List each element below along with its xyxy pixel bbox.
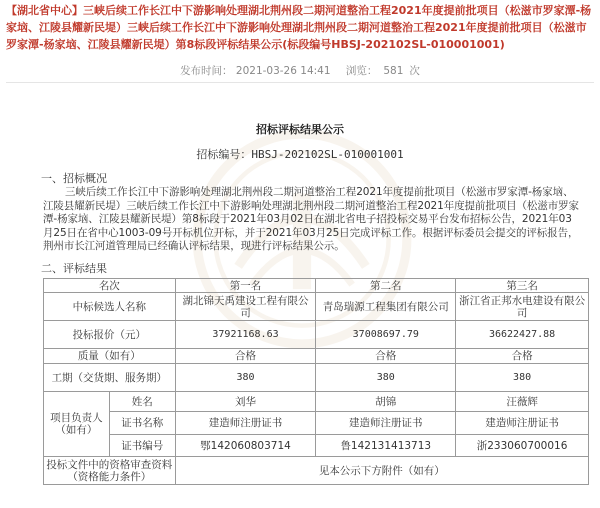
- cell: 青岛瑞源工程集团有限公司: [316, 293, 456, 321]
- publish-meta: [0, 64, 600, 78]
- pm-label: 项目负责人（如有）: [44, 392, 110, 457]
- rank-1: 第一名: [175, 279, 316, 293]
- cell: 鄂142060803714: [175, 435, 316, 457]
- cell: 37008697.79: [316, 321, 456, 349]
- table-row: [44, 457, 589, 485]
- cell: 汪薇辉: [456, 392, 589, 412]
- cell: 合格: [456, 349, 589, 364]
- rank-3: 第三名: [456, 279, 589, 293]
- views: [346, 65, 420, 77]
- cell: 见本公示下方附件（如有）: [175, 457, 588, 485]
- cell: 380: [175, 364, 316, 392]
- doc-number-value: HBSJ-202102SL-010001001: [251, 148, 404, 161]
- cell: 建造师注册证书: [316, 412, 456, 435]
- table-row: [44, 279, 589, 293]
- table-row: [44, 349, 589, 364]
- cell: 湖北锦天禹建设工程有限公司: [175, 293, 316, 321]
- table-row: [44, 412, 589, 435]
- doc-number: [0, 146, 600, 162]
- cell: 380: [456, 364, 589, 392]
- cell: 鲁142131413713: [316, 435, 456, 457]
- row-label: 投标文件中的资格审查资料（资格能力条件）: [44, 457, 176, 485]
- cell: 合格: [316, 349, 456, 364]
- row-label: 证书编号: [109, 435, 175, 457]
- row-label: 姓名: [109, 392, 175, 412]
- divider: [6, 82, 594, 83]
- results-table: [43, 278, 589, 485]
- table-row: [44, 364, 589, 392]
- cell: 建造师注册证书: [175, 412, 316, 435]
- row-label: 证书名称: [109, 412, 175, 435]
- table-row: [44, 435, 589, 457]
- section-results-title: 二、评标结果: [41, 262, 107, 275]
- cell: 刘华: [175, 392, 316, 412]
- cell: 建造师注册证书: [456, 412, 589, 435]
- row-label: 工期（交货期、服务期）: [44, 364, 176, 392]
- row-label: 质量（如有）: [44, 349, 176, 364]
- views-label: 浏览：: [345, 65, 378, 77]
- row-label: 投标报价（元）: [44, 321, 176, 349]
- views-count: 581: [383, 65, 404, 77]
- views-unit: 次: [409, 65, 420, 77]
- row-label: 中标候选人名称: [44, 293, 176, 321]
- table-row: [44, 392, 589, 412]
- publish-time: 发布时间： 2021-03-26 14:41: [180, 65, 331, 77]
- table-row: [44, 293, 589, 321]
- cell: 合格: [175, 349, 316, 364]
- table-row: [44, 321, 589, 349]
- page-title: 【湖北省中心】三峡后续工作长江中下游影响处理湖北荆州段二期河道整治工程2021年度提前批项目（松滋市罗家潭-杨家垴、江陵县耀新民堤）三峡后续工作长江中下游影响处理湖北荆州段二期河道整治工程2021年度提前批项目（松滋市罗家潭-杨家垴、江陵县耀新民堤）第8标段评标结果公示(标段编号HBSJ-202102SL-010001001): [6, 4, 592, 51]
- rank-2: 第二名: [316, 279, 456, 293]
- cell: 胡锦: [316, 392, 456, 412]
- cell: 380: [316, 364, 456, 392]
- doc-title: 招标评标结果公示: [256, 123, 344, 136]
- doc-number-label: 招标编号：: [196, 148, 252, 161]
- overview-paragraph: 三峡后续工作长江中下游影响处理湖北荆州段二期河道整治工程2021年度提前批项目（松滋市罗家潭-杨家垴、江陵县耀新民堤）三峡后续工作长江中下游影响处理湖北荆州段二期河道整治工程2021年度提前批项目（松滋市罗家潭-杨家垴、江陵县耀新民堤）第8标段于2021年03月02日在湖北省电子招投标交易平台发布招标公告，2021年03月25日在省中心1003-09号开标机位开标，并于2021年03月25日完成评标工作。根据评标委员会提交的评标报告，荆州市长江河道管理局已经确认评标结果，现进行评标结果公示。: [43, 186, 579, 252]
- cell: 36622427.88: [456, 321, 589, 349]
- cell: 浙233060700016: [456, 435, 589, 457]
- rank-header: 名次: [44, 279, 176, 293]
- cell: 浙江省正邦水电建设有限公司: [456, 293, 589, 321]
- section-overview-title: 一、招标概况: [41, 172, 107, 185]
- cell: 37921168.63: [175, 321, 316, 349]
